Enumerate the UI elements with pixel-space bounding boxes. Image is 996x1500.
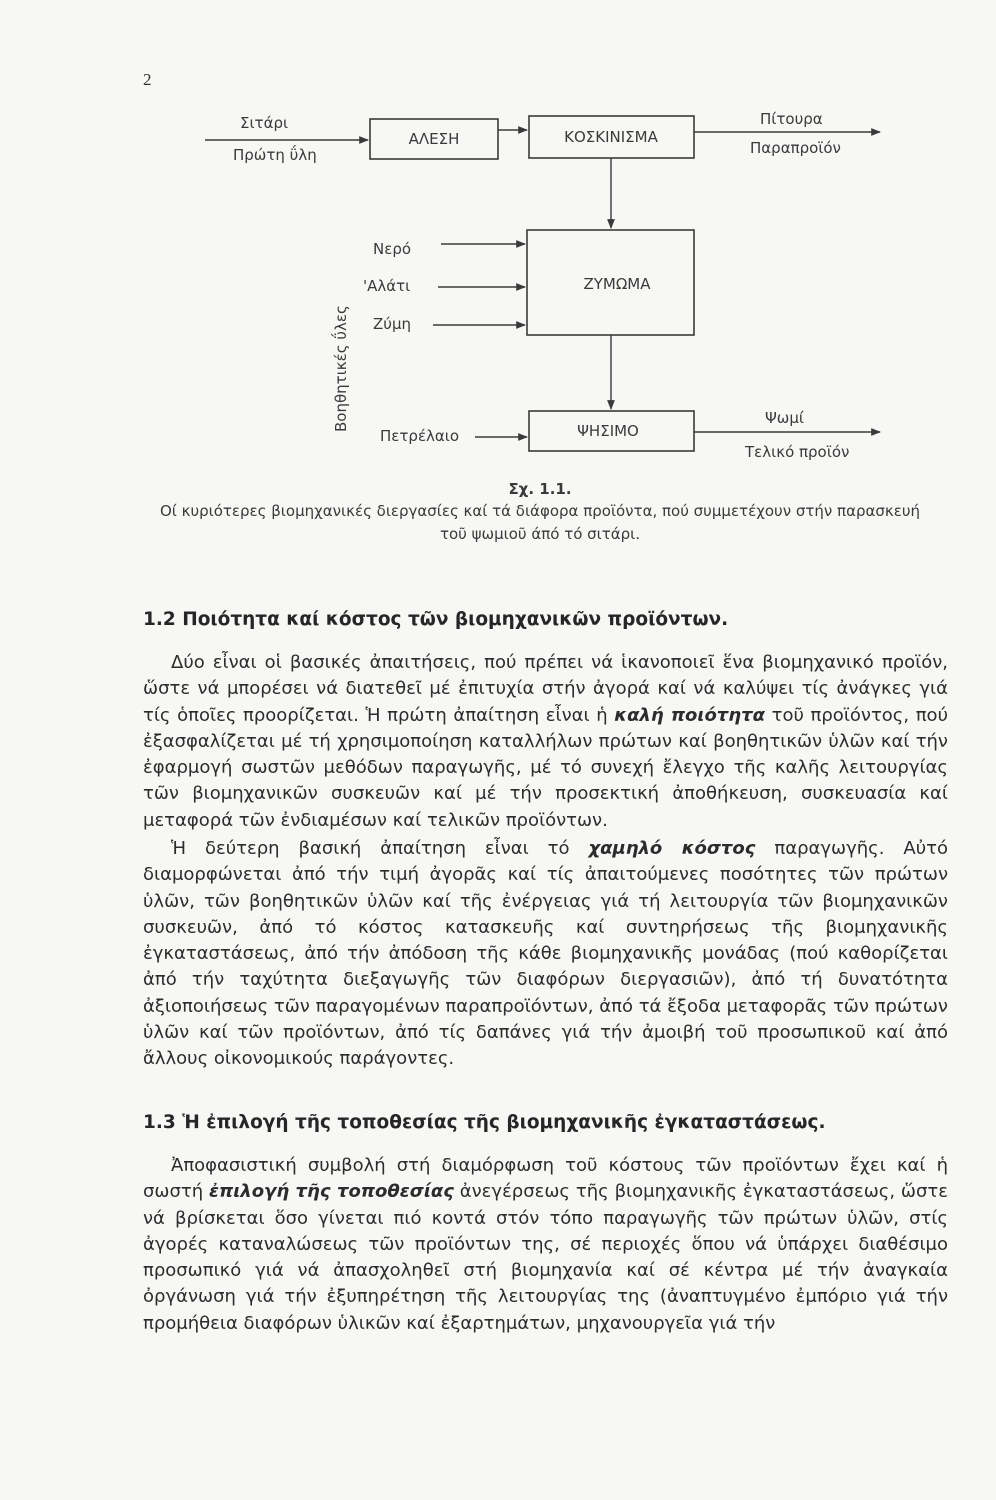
section-1-2-p2-emphasis: χαμηλό κόστος: [588, 838, 756, 859]
box-baking-label: ΨΗΣΙΜΟ: [577, 422, 639, 440]
output-bran-label: Πίτουρα: [760, 110, 823, 128]
output-bread-label: Ψωμί: [765, 409, 804, 427]
aux-salt-label: 'Αλάτι: [363, 277, 411, 295]
section-1-3-p1-emphasis: ἐπιλογή τῆς τοποθεσίας: [209, 1181, 454, 1203]
section-1-3-paragraph-1: [143, 1153, 948, 1337]
output-final-product-label: Τελικό προϊόν: [745, 443, 850, 461]
section-1-2-p1-text-b: τοῦ προϊόντος, πού ἐξασφαλίζεται μέ τή χρησιμοποίηση καταλλήλων πρώτων καί βοηθητικῶν ὑλῶν καί τήν ἐφαρμογή σωστῶν μεθόδων παραγωγῆς, μέ τό συνεχή ἔλεγχο τῆς καλῆς λειτουργίας τῶν βιομηχανικῶν συσκευῶν καί μέ τήν προσεκτική ἀποθήκευση, συσκευασία καί μεταφορά τῶν ἐνδιαμέσων καί τελικῶν προϊόντων.: [143, 704, 948, 831]
section-1-2-paragraph-2: [143, 836, 948, 1073]
process-flow-diagram: [0, 0, 996, 480]
aux-yeast-label: Ζύμη: [373, 315, 412, 333]
section-1-3-heading: 1.3 Ἡ ἐπιλογή τῆς τοποθεσίας τῆς βιομηχανικῆς ἐγκαταστάσεως.: [143, 1112, 826, 1133]
box-sieving-label: ΚΟΣΚΙΝΙΣΜΑ: [564, 128, 658, 146]
figure-label: Σχ. 1.1.: [508, 480, 572, 498]
aux-fuel-label: Πετρέλαιο: [380, 427, 460, 445]
section-1-3-p1-text-b: ἀνεγέρσεως τῆς βιομηχανικῆς ἐγκαταστάσεως, ὥστε νά βρίσκεται ὅσο γίνεται πιό κοντά στόν τόπο παραγωγῆς τῶν πρώτων ὑλῶν, στίς ἀγορές καταναλώσεως τῶν προϊόντων της, σέ περιοχές ὅπου νά ὑπάρχει διαθέσιμο προσωπικό γιά νά ἀπασχοληθεῖ στή βιομηχανία καί σέ κέντρα μέ τήν ἀναγκαία ὀργάνωση γιά τήν ἐξυπηρέτηση τῆς λειτουργίας της (ἀναπτυγμένο ἐμπόριο γιά τήν προμήθεια διαφόρων ὑλικῶν καί ἐξαρτημάτων, μηχανουργεῖα γιά τήν: [143, 1181, 948, 1334]
aux-materials-side-label: Βοηθητικές ΰλες: [332, 305, 350, 432]
box-fermentation-label: ΖΥΜΩΜΑ: [583, 275, 651, 293]
input-raw-material-label: Πρώτη ΰλη: [233, 146, 317, 164]
section-1-2-paragraph-1: [143, 650, 948, 834]
section-1-2-p1-text-a: Δύο εἶναι οἱ βασικές ἀπαιτήσεις, πού πρέπει νά ἱκανοποιεῖ ἕνα βιομηχανικό προϊόν, ὥστε νά μπορέσει νά διατεθεῖ μέ ἐπιτυχία στήν ἀγορά καί νά καλύψει τίς ἀνάγκες γιά τίς ὁποῖες προορίζεται. Ἡ πρώτη ἀπαίτηση εἶναι ἡ: [143, 652, 948, 726]
section-1-3-p1-text-a: Ἀποφασιστική συμβολή στή διαμόρφωση τοῦ κόστους τῶν προϊόντων ἔχει καί ἡ σωστή: [143, 1155, 948, 1203]
input-wheat-label: Σιτάρι: [240, 114, 289, 132]
aux-water-label: Νερό: [373, 240, 412, 258]
section-1-2-p2-text-a: Ἡ δεύτερη βασική ἀπαίτηση εἶναι τό: [171, 838, 570, 859]
page-number: 2: [143, 70, 152, 89]
box-milling-label: ΑΛΕΣΗ: [408, 130, 460, 148]
section-1-2-p2-text-b: παραγωγῆς. Αὐτό διαμορφώνεται ἀπό τήν τιμή ἀγορᾶς καί τίς ἀπαιτούμενες ποσότητες τῶν πρώτων ὑλῶν, τῶν βοηθητικῶν ὑλῶν καί τῆς ἐνέργειας γιά τή λειτουργία τῶν βιομηχανικῶν συσκευῶν, ἀπό τό κόστος κατασκευῆς καί συντηρήσεως τῆς βιομηχανικῆς ἐγκαταστάσεως, ἀπό τήν ἀπόδοση τῆς κάθε βιομηχανικῆς μονάδας (πού καθορίζεται ἀπό τήν ταχύτητα διεξαγωγῆς τῶν διαφόρων διεργασιῶν), ἀπό τή δυνατότητα ἀξιοποιήσεως τῶν παραγομένων παραπροϊόντων, ἀπό τά ἔξοδα μεταφορᾶς τῶν πρώτων ὑλῶν καί τῶν προϊόντων, ἀπό τίς δαπάνες γιά τήν ἀμοιβή τοῦ προσωπικοῦ καί ἀπό ἄλλους οἰκονομικούς παράγοντες.: [143, 838, 948, 1070]
section-1-2-heading: 1.2 Ποιότητα καί κόστος τῶν βιομηχανικῶν προϊόντων.: [143, 609, 729, 630]
figure-caption: [120, 500, 960, 546]
output-byproduct-label: Παραπροϊόν: [750, 139, 841, 157]
figure-caption-line-1: Οί κυριότερες βιομηχανικές διεργασίες καί τά διάφορα προϊόντα, πού συμμετέχουν στήν παρασκευή: [159, 502, 921, 520]
section-1-2-p1-emphasis: καλή ποιότητα: [614, 704, 765, 726]
figure-caption-line-2: τοῦ ψωμιοῦ άπό τό σιτάρι.: [439, 525, 641, 543]
